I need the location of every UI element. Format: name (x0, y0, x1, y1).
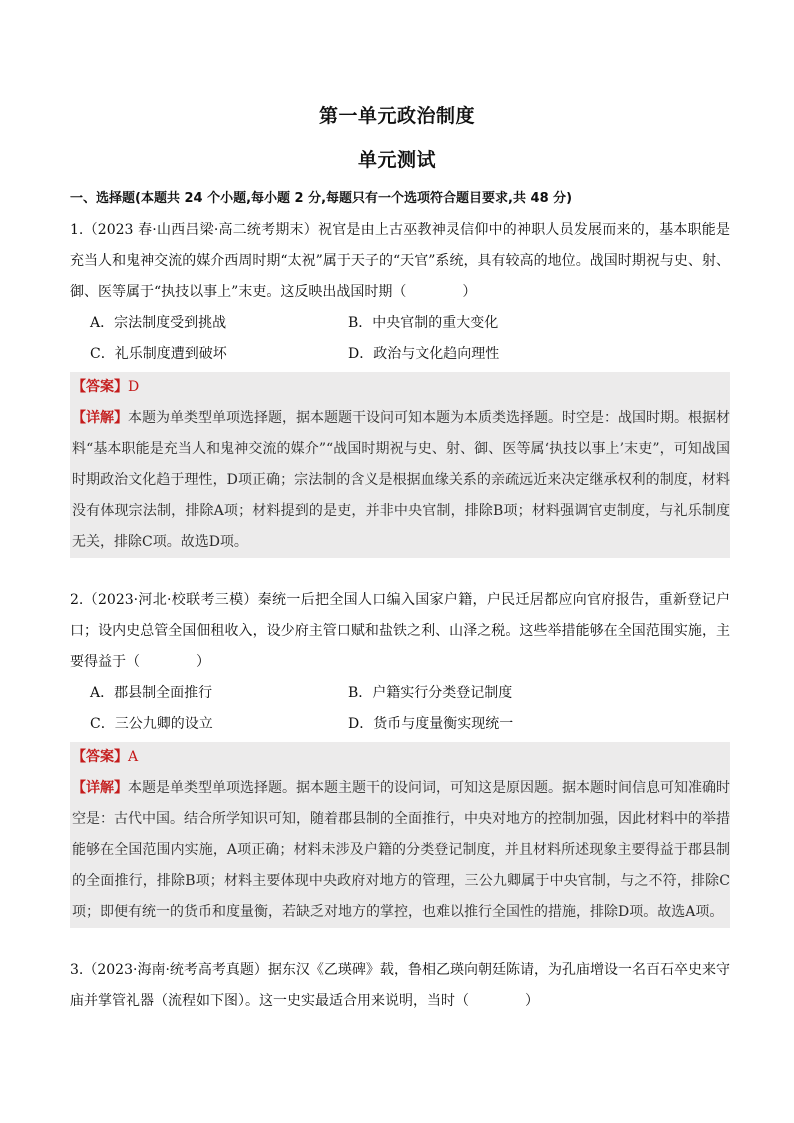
explanation (70, 403, 730, 558)
option-d: D．货币与度量衡实现统一 (348, 716, 514, 732)
question-stem (70, 585, 730, 678)
answer-line (70, 372, 730, 403)
explanation-text: 本题是单类型单项选择题。据本题主题干的设问词，可知这是原因题。据本题时间信息可知准确时空是：古代中国。结合所学知识可知，随着郡县制的全面推行，中央对地方的控制加强，因此材料中的举措能够在全国范围内实施，A项正确；材料未涉及户籍的分类登记制度，并且材料所述现象主要得益于郡县制的全面推行，排除B项；材料主要体现中央政府对地方的管理，三公九卿属于中央官制，与之不符，排除C项；即便有统一的货币和度量衡，若缺乏对地方的掌控，也难以推行全国性的措施，排除D项。故选A项。 (72, 780, 730, 920)
answer-value: A (128, 749, 139, 765)
option-a: A．宗法制度受到挑战 (90, 315, 227, 331)
question-2 (70, 585, 730, 928)
explanation-text: 本题为单类型单项选择题，据本题题干设问可知本题为本质类选择题。时空是：战国时期。根据材料“基本职能是充当人和鬼神交流的媒介”“战国时期祝与史、射、御、医等属‘执技以事上’末吏”，可知战国时期政治文化趋于理性，D项正确；宗法制的含义是根据血缘关系的亲疏远近来决定继承权利的制度，材料没有体现宗法制，排除A项；材料提到的是吏，并非中央官制，排除B项；材料强调官吏制度，与礼乐制度无关，排除C项。故选D项。 (72, 410, 730, 550)
explanation (70, 773, 730, 928)
question-stem-end: ） (196, 654, 210, 670)
explanation-label: 【详解】 (72, 410, 128, 426)
question-1 (70, 215, 730, 558)
options (70, 308, 730, 370)
answer-label: 【答案】 (72, 379, 128, 395)
question-stem (70, 215, 730, 308)
document-subtitle: 单元测试 (357, 149, 436, 171)
explanation-label: 【详解】 (72, 780, 128, 796)
answer-box (70, 372, 730, 558)
question-stem (70, 955, 730, 1017)
option-d: D．政治与文化趋向理性 (348, 346, 500, 362)
answer-line (70, 742, 730, 773)
option-b: B．户籍实行分类登记制度 (348, 685, 513, 701)
question-stem-text: 3.（2023·海南·统考高考真题）据东汉《乙瑛碑》载，鲁相乙瑛向朝廷陈请，为孔庙增设一名百石卒史来守庙并掌管礼器（流程如下图）。这一史实最适合用来说明，当时（ (70, 962, 730, 1009)
answer-label: 【答案】 (72, 749, 128, 765)
option-a: A．郡县制全面推行 (90, 685, 213, 701)
option-b: B．中央官制的重大变化 (348, 315, 499, 331)
question-stem-text: 1.（2023 春·山西吕梁·高二统考期末）祝官是由上古巫教神灵信仰中的神职人员发展而来的，基本职能是充当人和鬼神交流的媒介西周时期“太祝”属于天子的“天官”系统，具有较高的地位。战国时期祝与史、射、御、医等属于“执技以事上”末吏。这反映出战国时期（ (70, 222, 730, 300)
answer-value: D (128, 379, 140, 395)
question-stem-end: ） (462, 284, 477, 300)
document-title: 第一单元政治制度 (318, 105, 475, 127)
answer-box (70, 742, 730, 928)
question-stem-text: 2.（2023·河北·校联考三模）秦统一后把全国人口编入国家户籍，户民迁居都应向官府报告，重新登记户口；设内史总管全国佃租收入，设少府主管口赋和盐铁之利、山泽之税。这些举措能够在全国范围实施，主要得益于（ (70, 592, 730, 670)
question-stem-end: ） (525, 993, 539, 1009)
question-3 (70, 955, 730, 1017)
option-c: C．三公九卿的设立 (90, 716, 213, 732)
options (70, 678, 730, 740)
option-c: C．礼乐制度遭到破坏 (90, 346, 227, 362)
section-heading: 一、选择题(本题共 24 个小题,每小题 2 分,每题只有一个选项符合题目要求,共 48 分) (70, 191, 573, 206)
